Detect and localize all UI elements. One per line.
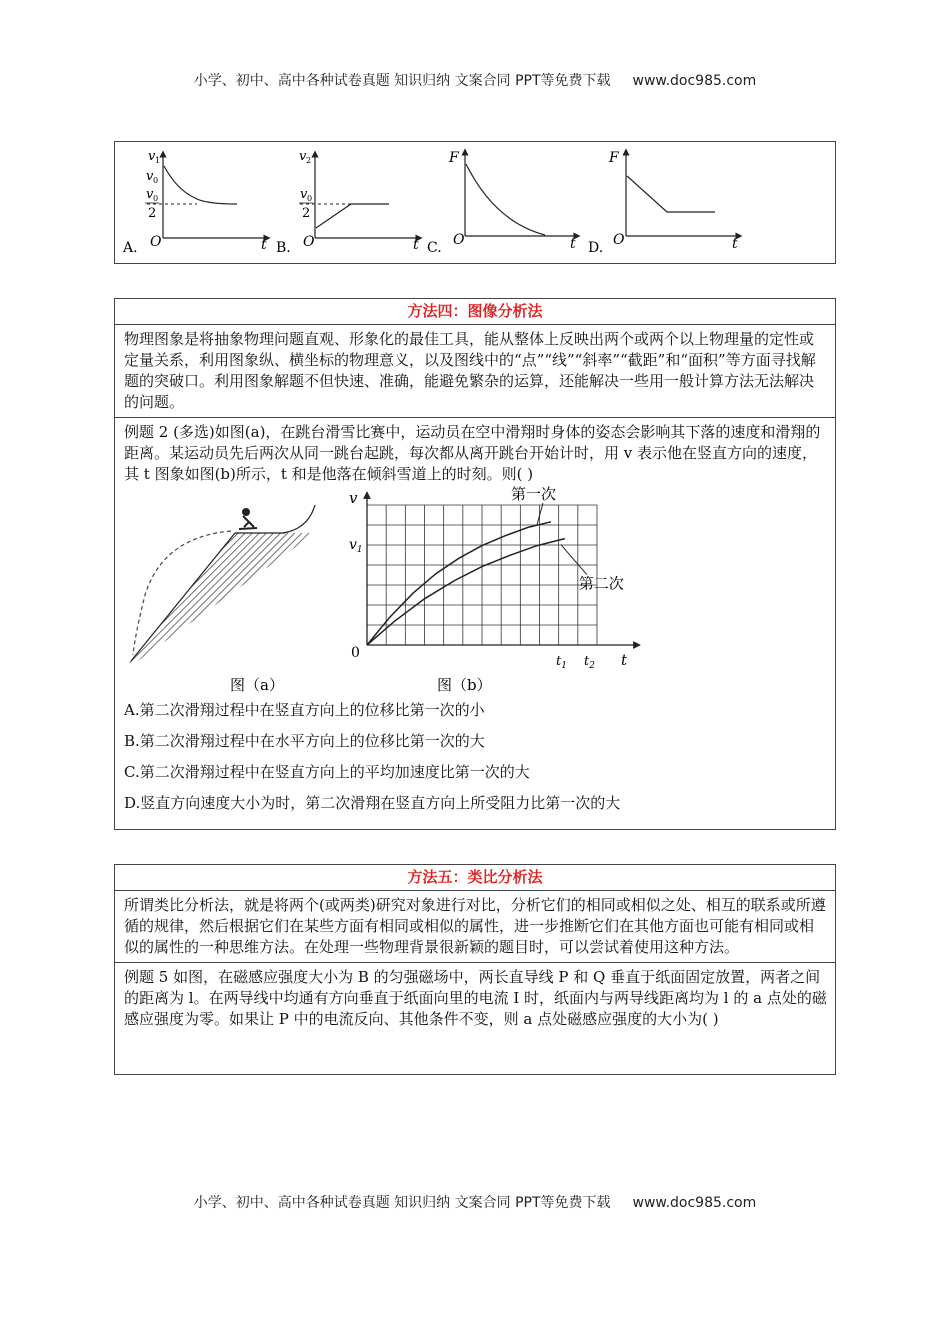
method4-figures bbox=[115, 485, 835, 700]
option-b[interactable]: B.第二次滑翔过程中在水平方向上的位移比第一次的大 bbox=[124, 732, 485, 750]
option-c[interactable]: C.第二次滑翔过程中在竖直方向上的平均加速度比第一次的大 bbox=[124, 763, 530, 781]
graph-a-ytop: v bbox=[146, 169, 154, 184]
graph-c-ylabel: F bbox=[449, 150, 459, 166]
graph-d-curve bbox=[627, 176, 715, 212]
header-url[interactable]: www.doc985.com bbox=[632, 73, 757, 89]
graph-b-curve bbox=[316, 204, 389, 228]
graph-b-ysub: 2 bbox=[306, 156, 312, 165]
graph-b-letter: B. bbox=[276, 240, 291, 256]
series-label-first: 第一次 bbox=[511, 485, 557, 503]
option-graphs-svg bbox=[115, 142, 835, 263]
graph-a-curve bbox=[164, 166, 237, 204]
graph-c-curve bbox=[466, 164, 545, 235]
method5-example: 例题 5 如图，在磁感应强度大小为 B 的匀强磁场中，两长直导线 P 和 Q 垂直于纸面固定放置，两者之间的距离为 l。在两导线中均通有方向垂直于纸面向里的电流 I 时，纸面内与两导线距离均为 l 的 a 点处的磁感应强度为零。如果让 P 中的电流反向、其他条件不变，则 a 点处磁感应强度的大小为( ) bbox=[124, 968, 827, 1028]
graph-d-xlabel: t bbox=[732, 236, 738, 252]
method5-title: 方法五：类比分析法 bbox=[115, 865, 835, 891]
series-leader-first bbox=[537, 503, 543, 525]
method4-options bbox=[115, 700, 835, 824]
figure-b-caption: 图（b） bbox=[437, 676, 492, 694]
graph-a-ylabel: v bbox=[148, 149, 156, 164]
option-a[interactable]: A.第二次滑翔过程中在竖直方向上的位移比第一次的小 bbox=[124, 701, 485, 719]
ramp-curve bbox=[283, 505, 315, 533]
footer-text: 小学、初中、高中各种试卷真题 知识归纳 文案合同 PPT等免费下载 bbox=[193, 1195, 611, 1211]
method4-title: 方法四：图像分析法 bbox=[115, 299, 835, 325]
graph-b-xlabel: t bbox=[413, 237, 419, 253]
graph-d-ylabel: F bbox=[609, 150, 619, 166]
graph-a-letter: A. bbox=[123, 240, 138, 256]
graph-d bbox=[588, 150, 739, 256]
graph-b-ylabel: v bbox=[299, 149, 307, 164]
skier-icon bbox=[239, 508, 257, 529]
option-d[interactable]: D.竖直方向速度大小为时，第二次滑翔在竖直方向上所受阻力比第一次的大 bbox=[124, 794, 621, 812]
chart-ylabel: v bbox=[349, 489, 358, 507]
method4-intro: 物理图象是将抽象物理问题直观、形象化的最佳工具，能从整体上反映出两个或两个以上物理量的定性或定量关系，利用图象纵、横坐标的物理意义，以及图线中的“点”“线”“斜率”“截距”和“面积”等方面寻找解题的突破口。利用图象解题不但快速、准确，能避免繁杂的运算，还能解决一些用一般计算方法无法解决的问题。 bbox=[115, 325, 835, 418]
figure-a bbox=[123, 485, 323, 700]
graph-a-ysub: 1 bbox=[155, 156, 161, 165]
graph-b-ymid-den: 2 bbox=[302, 206, 311, 221]
header-text: 小学、初中、高中各种试卷真题 知识归纳 文案合同 PPT等免费下载 bbox=[193, 73, 611, 89]
chart-origin: 0 bbox=[351, 645, 360, 661]
footer-url[interactable]: www.doc985.com bbox=[632, 1195, 757, 1211]
chart-xlabel: t bbox=[621, 651, 628, 669]
slope-hatch bbox=[129, 533, 315, 663]
graph-d-origin: O bbox=[613, 232, 625, 248]
graph-b-ymid-num: v bbox=[300, 187, 308, 202]
graph-a-ymid-den: 2 bbox=[148, 206, 157, 221]
graph-a bbox=[122, 149, 267, 256]
graph-c-letter: C. bbox=[427, 240, 442, 256]
chart-xtick-t2: $t_2$ bbox=[584, 654, 595, 671]
graph-a-xlabel: t bbox=[261, 237, 267, 253]
chart-xtick-t1: $t_1$ bbox=[556, 654, 567, 671]
figure-b-chart bbox=[337, 485, 667, 700]
chart-ytick-v1: $v_1$ bbox=[349, 537, 363, 555]
method4-box bbox=[114, 298, 836, 830]
figure-a-caption: 图（a） bbox=[230, 676, 284, 694]
graph-a-ytop-sub: 0 bbox=[153, 176, 159, 185]
graph-a-ymid-num-sub: 0 bbox=[153, 194, 159, 203]
page-header bbox=[0, 70, 950, 90]
chart-grid bbox=[367, 505, 597, 645]
series-leader-second bbox=[561, 545, 587, 575]
graph-b-ymid-num-sub: 0 bbox=[307, 194, 313, 203]
graph-b bbox=[276, 149, 419, 256]
graph-b-origin: O bbox=[303, 234, 315, 250]
graph-c-xlabel: t bbox=[570, 236, 576, 252]
method4-example: 例题 2 (多选)如图(a)，在跳台滑雪比赛中，运动员在空中滑翔时身体的姿态会影响其下落的速度和滑翔的距离。某运动员先后两次从同一跳台起跳，每次都从离开跳台开始计时，用 v 表示他在竖直方向的速度，其 t 图象如图(b)所示，t 和是他落在倾斜雪道上的时刻。则( ) bbox=[124, 423, 821, 483]
option-graphs-box bbox=[114, 141, 836, 264]
method5-box bbox=[114, 864, 836, 1075]
graph-c bbox=[427, 150, 577, 256]
graph-d-letter: D. bbox=[588, 240, 604, 256]
series-label-second: 第二次 bbox=[578, 574, 624, 593]
page-footer bbox=[0, 1192, 950, 1212]
series-line-1 bbox=[367, 522, 551, 645]
method5-intro: 所谓类比分析法，就是将两个(或两类)研究对象进行对比，分析它们的相同或相似之处、相互的联系或所遵循的规律，然后根据它们在某些方面有相同或相似的属性，进一步推断它们在其他方面也可能有相同或相似的属性的一种思维方法。在处理一些物理背景很新颖的题目时，可以尝试着使用这种方法。 bbox=[115, 891, 835, 963]
graph-c-origin: O bbox=[453, 232, 465, 248]
graph-a-origin: O bbox=[150, 234, 162, 250]
graph-a-ymid-num: v bbox=[146, 187, 154, 202]
